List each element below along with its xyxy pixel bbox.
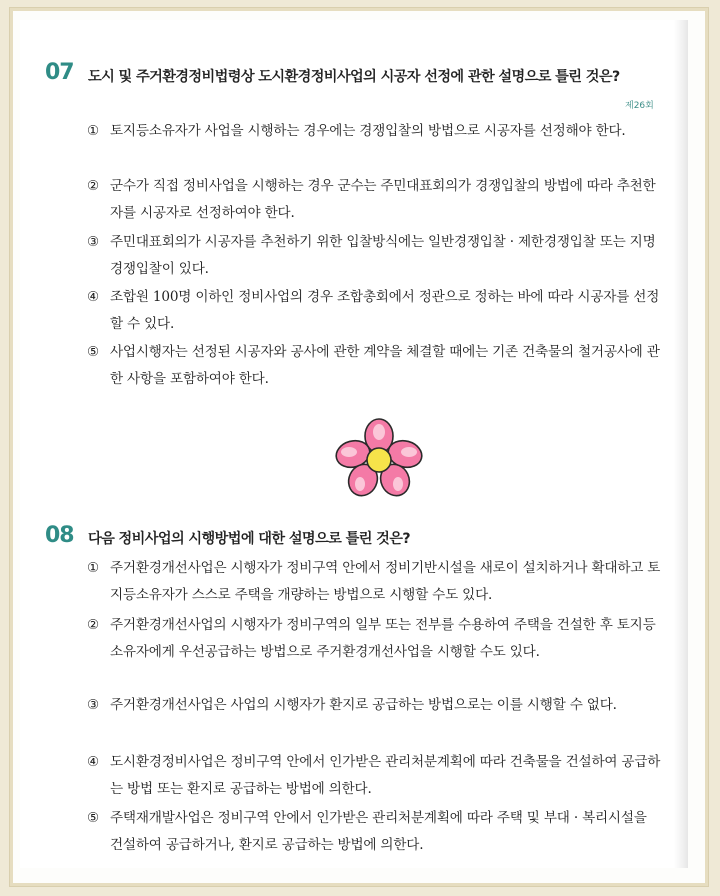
option-07-4 [87,284,662,338]
option-text: 주택재개발사업은 정비구역 안에서 인가받은 관리처분계획에 따라 주택 및 부대 · 복리시설을 건설하여 공급하거나, 환지로 공급하는 방법에 의한다. [110,810,647,853]
flower-icon [333,418,425,500]
option-text: 주민대표회의가 시공자를 추천하기 위한 입찰방식에는 일반경쟁입찰 · 제한경쟁입찰 또는 지명경쟁입찰이 있다. [110,234,656,277]
option-text: 주거환경개선사업은 사업의 시행자가 환지로 공급하는 방법으로는 이를 시행할 수 없다. [110,697,617,713]
option-marker: ① [87,560,99,576]
option-marker: ④ [87,754,99,770]
option-text: 사업시행자는 선정된 시공자와 공사에 관한 계약을 체결할 때에는 기존 건축물의 철거공사에 관한 사항을 포함하여야 한다. [110,344,660,387]
option-text: 토지등소유자가 사업을 시행하는 경우에는 경쟁입찰의 방법으로 시공자를 선정해야 한다. [110,123,626,139]
option-marker: ③ [87,697,99,713]
option-text: 주거환경개선사업은 시행자가 정비구역 안에서 정비기반시설을 새로이 설치하거나 확대하고 토지등소유자가 스스로 주택을 개량하는 방법으로 시행할 수도 있다. [110,560,661,603]
question-number-08: 08 [45,523,74,548]
option-marker: ⑤ [87,810,99,826]
option-marker: ③ [87,234,99,250]
option-07-5 [87,339,662,393]
question-number-07: 07 [45,60,74,85]
page-edge [674,20,688,868]
option-07-3 [87,229,662,283]
option-08-2 [87,612,662,666]
option-text: 군수가 직접 정비사업을 시행하는 경우 군수는 주민대표회의가 경쟁입찰의 방법에 따라 추천한 자를 시공자로 선정하여야 한다. [110,178,656,221]
option-07-2 [87,173,662,227]
exam-tag: 제26회 [625,101,654,111]
option-08-1 [87,555,662,609]
option-08-5 [87,805,662,859]
option-marker: ⑤ [87,344,99,360]
option-text: 주거환경개선사업의 시행자가 정비구역의 일부 또는 전부를 수용하여 주택을 건설한 후 토지등소유자에게 우선공급하는 방법으로 주거환경개선사업을 시행할 수도 있다. [110,617,656,660]
option-text: 조합원 100명 이하인 정비사업의 경우 조합총회에서 정관으로 정하는 바에 따라 시공자를 선정할 수 있다. [110,289,660,332]
question-title-07: 도시 및 주거환경정비법령상 도시환경정비사업의 시공자 선정에 관한 설명으로 틀린 것은? [88,69,620,85]
option-marker: ① [87,123,99,139]
option-marker: ② [87,617,99,633]
option-07-1 [87,118,662,145]
option-marker: ④ [87,289,99,305]
option-marker: ② [87,178,99,194]
option-text: 도시환경정비사업은 정비구역 안에서 인가받은 관리처분계획에 따라 건축물을 건설하여 공급하는 방법 또는 환지로 공급하는 방법에 의한다. [110,754,661,797]
option-08-3 [87,692,662,719]
question-title-08: 다음 정비사업의 시행방법에 대한 설명으로 틀린 것은? [88,531,410,547]
option-08-4 [87,749,662,803]
